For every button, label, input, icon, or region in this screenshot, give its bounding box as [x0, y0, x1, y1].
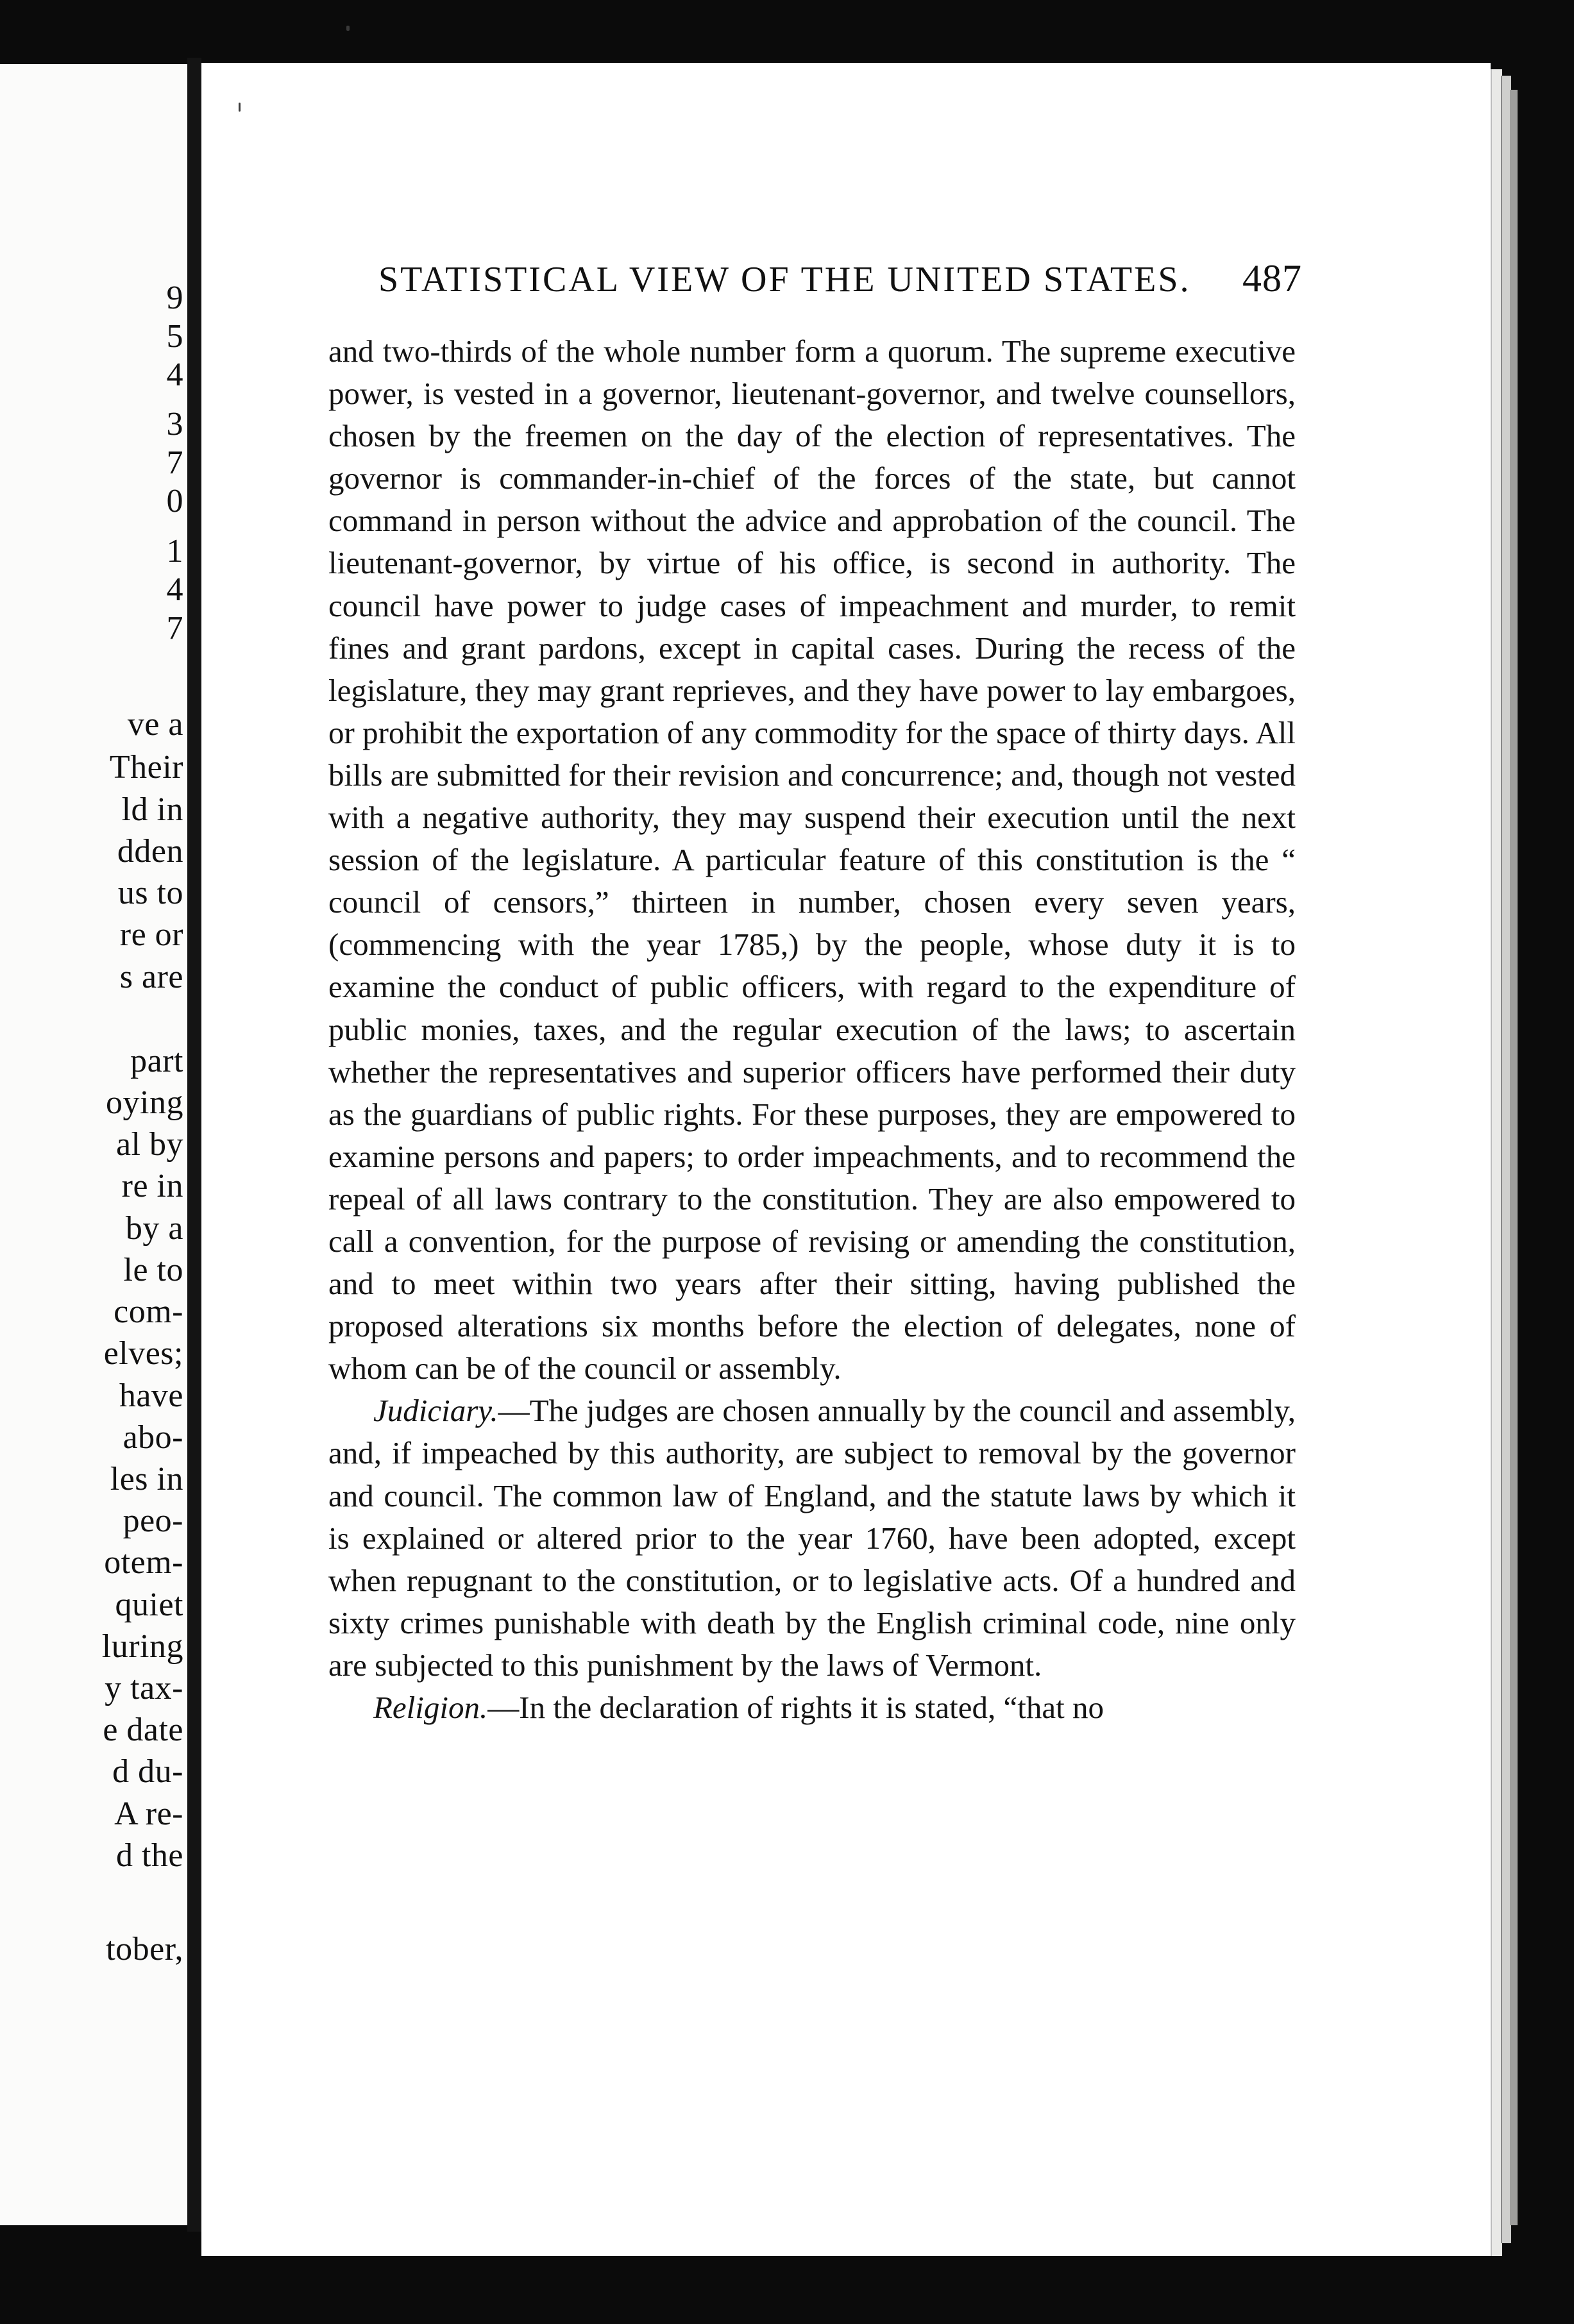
paragraph-religion	[328, 1687, 1296, 1729]
left-page-line: 4	[166, 357, 183, 393]
left-page-line: oying	[106, 1084, 183, 1121]
left-page-line: y tax-	[105, 1670, 183, 1706]
left-page-line: re in	[121, 1168, 183, 1204]
page-number: 487	[1242, 257, 1302, 299]
left-page-line: 7	[166, 444, 183, 481]
left-page-line: by a	[125, 1210, 183, 1247]
paper-speck	[239, 103, 241, 112]
judiciary-text: —The judges are chosen annually by the council and assembly, and, if impeached by this authority, are subject to removal by the governor and council. The common law of England, and the statute laws by which it is explained or altered prior to the year 1760, have been adopted, except when repugnant to the constitution, or to legislative acts. Of a hundred and sixty crimes punishable with death by the English criminal code, nine only are subjected to this punishment by the laws of Vermont.	[328, 1393, 1296, 1683]
paragraph-executive: and two-thirds of the whole number form a quorum. The supreme executive power, is vested in a governor, lieutenant-governor, and twelve counsellors, chosen by the freemen on the day of the election of representatives. The governor is commander-in-chief of the forces of the state, but cannot command in person without the advice and approbation of the council. The lieutenant-governor, by virtue of his office, is second in authority. The council have power to judge cases of impeachment and murder, to remit fines and grant pardons, except in capital cases. During the recess of the legislature, they may grant reprieves, and they have power to lay embargoes, or prohibit the exportation of any commodity for the space of thirty days. All bills are submitted for their revision and concurrence; and, though not vested with a negative authority, they may suspend their execution until the next session of the legislature. A particular feature of this constitution is the “ council of censors,” thirteen in number, chosen every seven years, (commencing with the year 1785,) by the people, whose duty it is to examine the conduct of public officers, with regard to the expenditure of public monies, taxes, and the regular execution of the laws; to ascertain whether the representatives and superior officers have performed their duty as the guardians of public rights. For these purposes, they are empowered to examine persons and papers; to order impeachments, and to recommend the repeal of all laws contrary to the constitution. They are also empowered to call a convention, for the purpose of revising or amending the constitution, and to meet within two years after their sitting, having published the proposed alterations six months before the election of delegates, none of whom can be of the council or assembly.	[328, 333, 1296, 1386]
page-edge	[1510, 90, 1518, 2225]
section-heading-religion: Religion.	[373, 1690, 488, 1725]
book-gutter	[187, 58, 201, 2232]
left-page-line: abo-	[123, 1419, 183, 1456]
left-page-line: les in	[110, 1461, 183, 1497]
left-page-line: 1	[166, 533, 183, 569]
left-page-line: part	[130, 1043, 183, 1079]
left-page-line: e date	[103, 1712, 183, 1748]
left-page-line: 5	[166, 318, 183, 355]
running-head-title: STATISTICAL VIEW OF THE UNITED STATES.	[378, 260, 1191, 299]
left-page-line: us to	[117, 875, 183, 911]
left-page-line: d the	[115, 1837, 183, 1874]
paragraph-judiciary	[328, 1390, 1296, 1687]
left-page-line: luring	[101, 1628, 183, 1665]
left-page-line: 3	[166, 406, 183, 442]
left-page-line: re or	[119, 916, 183, 953]
left-page-line: tober,	[106, 1931, 183, 1967]
section-heading-judiciary: Judiciary.	[373, 1393, 498, 1429]
left-page-line: 4	[166, 571, 183, 608]
left-page-line: elves;	[103, 1335, 183, 1372]
left-page-line: otem-	[104, 1544, 183, 1581]
paper-speck	[346, 26, 350, 31]
left-page-line: s are	[119, 959, 183, 995]
left-page-line: Their	[109, 749, 183, 786]
left-page-line: 7	[166, 610, 183, 646]
left-page-line: ve a	[127, 706, 183, 743]
left-page-line: 0	[166, 483, 183, 519]
left-page-line: A re-	[114, 1796, 183, 1832]
left-page-line: al by	[115, 1126, 183, 1163]
left-page-line: dden	[117, 833, 183, 870]
page-body	[328, 330, 1296, 1729]
left-page-line: d du-	[112, 1753, 183, 1790]
left-page-line: quiet	[115, 1587, 183, 1623]
left-page-line: com-	[114, 1293, 183, 1330]
running-head	[378, 257, 1302, 301]
left-page-line: ld in	[121, 791, 183, 828]
left-page-line: le to	[123, 1252, 183, 1288]
left-page-line: have	[119, 1377, 183, 1414]
left-page-fragment	[0, 64, 189, 2225]
religion-text: —In the declaration of rights it is stated, “that no	[487, 1690, 1104, 1725]
left-page-line: 9	[166, 280, 183, 316]
left-page-line: peo-	[123, 1503, 183, 1539]
